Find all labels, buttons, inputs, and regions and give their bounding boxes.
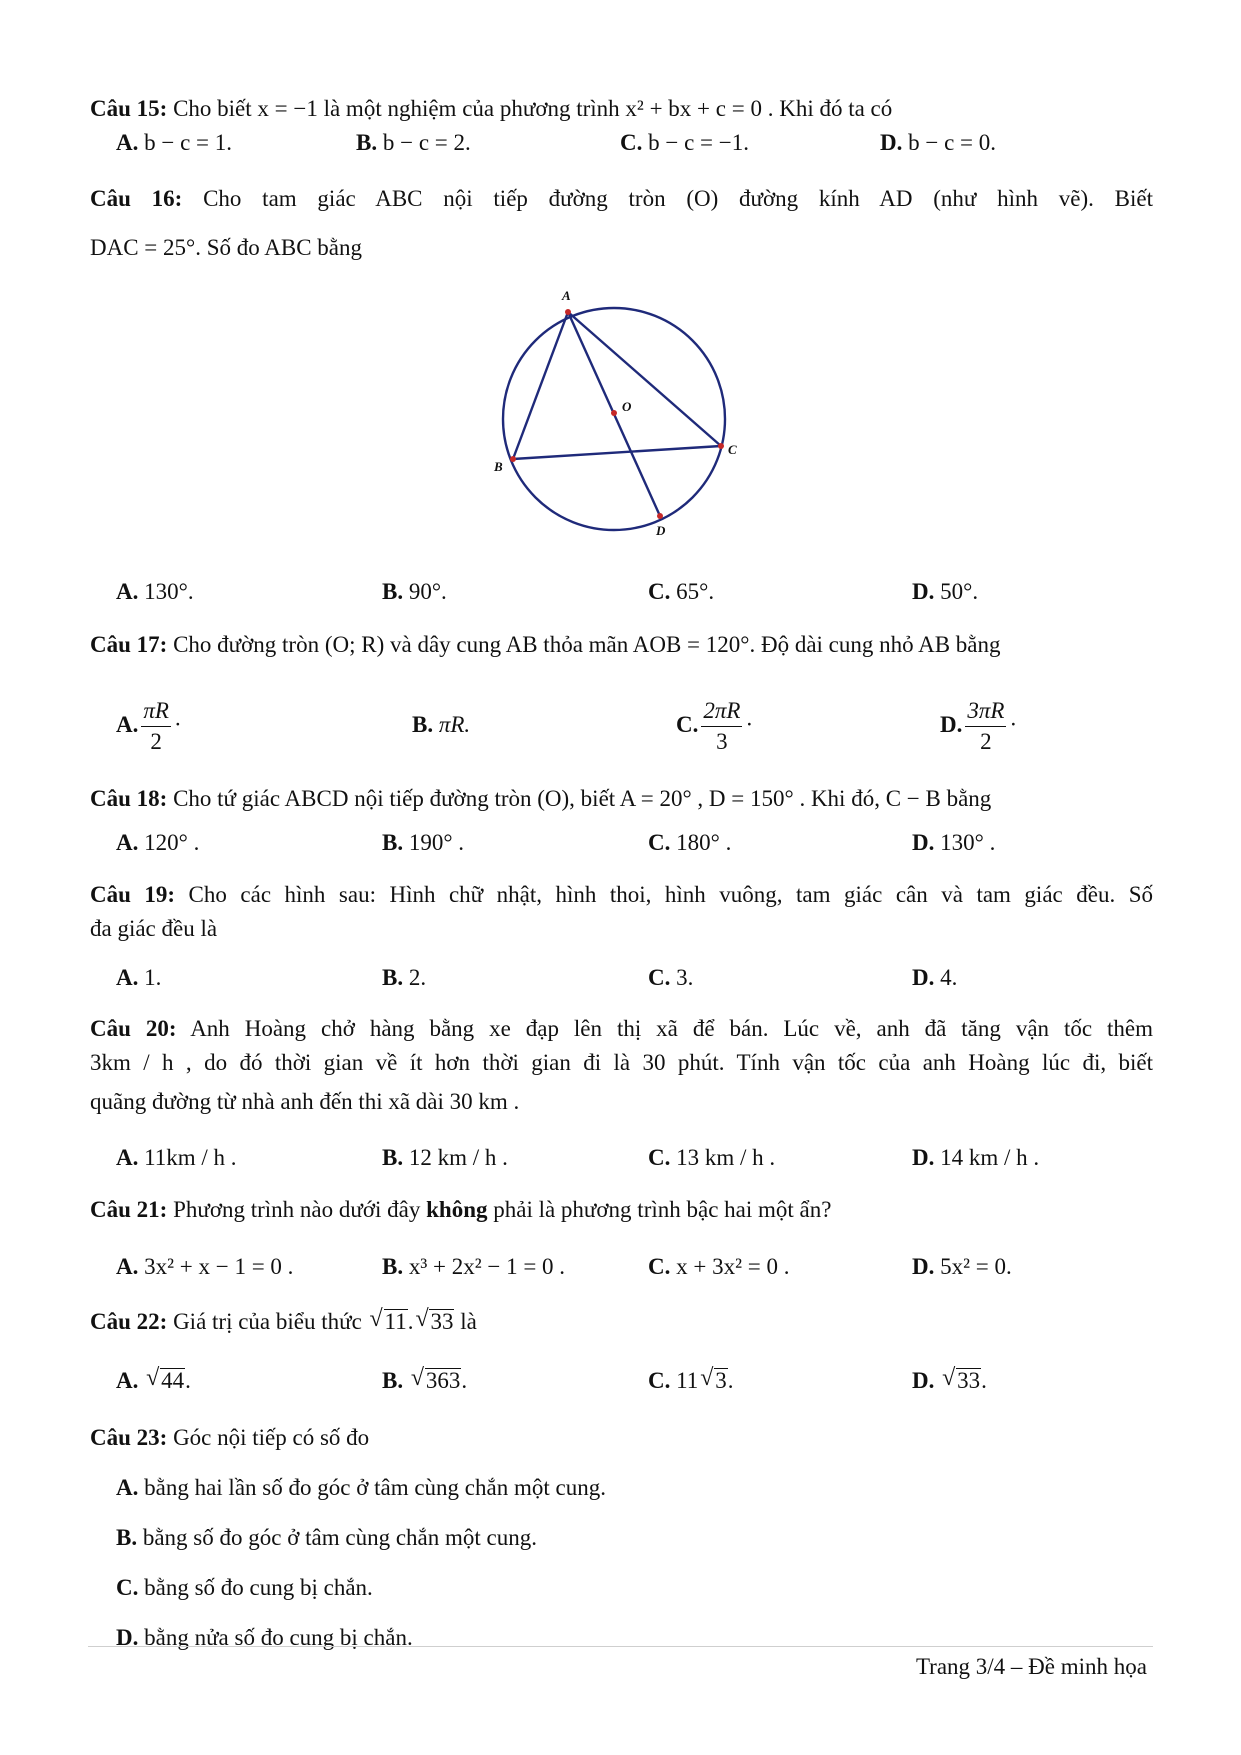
- q18-option-a: A. 120° .: [116, 830, 200, 855]
- label-d: D: [656, 523, 666, 538]
- q17-label: Câu 17:: [90, 632, 168, 657]
- q22-option-d: D. √ 33.: [912, 1364, 987, 1398]
- q16-option-a: A. 130°.: [116, 579, 194, 604]
- q19-text1: Cho các hình sau: Hình chữ nhật, hình thoi, hình vuông, tam giác cân và tam giác đều. Số: [175, 882, 1153, 907]
- q16-stem-line2: [90, 233, 1153, 263]
- segment-bc: [513, 446, 721, 459]
- q23-option-a: A. bằng hai lần số đo góc ở tâm cùng chắn một cung.: [116, 1475, 606, 1500]
- q20-text2: 3km / h , do đó thời gian về ít hơn thời gian đi là 30 phút. Tính vận tốc của anh Hoàng lúc đi, biết: [90, 1050, 1153, 1075]
- q23-stem: Câu 23: Góc nội tiếp có số đo: [90, 1425, 370, 1450]
- q15-option-c: C. b − c = −1.: [620, 130, 749, 155]
- q16-text2: DAC = 25°. Số đo ABC bằng: [90, 235, 363, 260]
- label-c: C: [728, 442, 737, 457]
- q19-options: [0, 961, 1241, 995]
- q21-option-b: B. x³ + 2x² − 1 = 0 .: [382, 1254, 566, 1279]
- q17-text: Cho đường tròn (O; R) và dây cung AB thỏa mãn AOB = 120°. Độ dài cung nhỏ AB bằng: [167, 632, 1001, 657]
- q15-stem: [90, 94, 1153, 124]
- q16-option-d: D. 50°.: [912, 579, 979, 604]
- q15-options: [0, 126, 1241, 160]
- q22-option-a: A. √ 44.: [116, 1364, 191, 1398]
- label-a: A: [562, 288, 571, 303]
- sqrt-symbol: √ 33: [415, 1307, 454, 1337]
- q20-stem-line1: [90, 1014, 1153, 1044]
- q16-options: [0, 575, 1241, 609]
- q22-stem: Câu 22: Giá trị của biểu thức √ 11.√ 33 là: [90, 1307, 1153, 1337]
- q20-option-d: D. 14 km / h .: [912, 1145, 1040, 1170]
- q21-options: [0, 1250, 1241, 1284]
- q19-stem-line1: [90, 880, 1153, 910]
- q19-label: Câu 19:: [90, 882, 176, 907]
- sqrt-symbol: √ 44: [146, 1364, 185, 1398]
- point-a: [565, 309, 571, 315]
- q22-option-c: C. 11√ 3.: [648, 1364, 734, 1398]
- q22-options: [0, 1364, 1241, 1398]
- segment-ab: [513, 312, 568, 459]
- q21-option-d: D. 5x² = 0.: [912, 1254, 1012, 1279]
- q17-options: [0, 690, 1241, 760]
- q20-options: [0, 1141, 1241, 1175]
- q21-option-a: A. 3x² + x − 1 = 0 .: [116, 1254, 294, 1279]
- q20-stem-line3: [90, 1087, 1153, 1117]
- q15-text: Cho biết x = −1 là một nghiệm của phương trình x² + bx + c = 0 . Khi đó ta có: [167, 96, 893, 121]
- point-b: [510, 456, 516, 462]
- q17-stem: [90, 630, 1153, 660]
- q20-stem-line2: [90, 1048, 1153, 1078]
- sqrt-symbol: √ 11: [370, 1307, 408, 1337]
- point-d: [657, 513, 663, 519]
- q19-option-d: D. 4.: [912, 965, 958, 990]
- point-c: [718, 443, 724, 449]
- q17-option-c: C. $\frac{2\pi R}{3}$ ·: [676, 697, 754, 755]
- q23-label: Câu 23:: [90, 1425, 168, 1450]
- q19-stem-line2: [90, 914, 1153, 944]
- q20-text3: quãng đường từ nhà anh đến thi xã dài 30 km .: [90, 1089, 520, 1114]
- q22-label: Câu 22:: [90, 1309, 168, 1334]
- q19-option-c: C. 3.: [648, 965, 694, 990]
- q15-label: Câu 15:: [90, 96, 168, 121]
- q21-emphasis: không: [426, 1197, 488, 1222]
- q20-option-c: C. 13 km / h .: [648, 1145, 776, 1170]
- fraction: $\frac{3\pi R}{2}$: [967, 697, 1005, 755]
- q20-text1: Anh Hoàng chở hàng bằng xe đạp lên thị xã để bán. Lúc về, anh đã tăng vận tốc thêm: [176, 1016, 1154, 1041]
- q20-label: Câu 20:: [90, 1016, 177, 1041]
- q17-option-d: D. $\frac{3\pi R}{2}$ ·: [940, 697, 1018, 755]
- q21-label: Câu 21:: [90, 1197, 168, 1222]
- segment-ac: [568, 312, 721, 446]
- q21-option-c: C. x + 3x² = 0 .: [648, 1254, 790, 1279]
- q16-option-c: C. 65°.: [648, 579, 715, 604]
- q18-options: [0, 826, 1241, 860]
- q18-option-d: D. 130° .: [912, 830, 996, 855]
- footer-divider: [88, 1646, 1153, 1647]
- q20-option-a: A. 11km / h .: [116, 1145, 237, 1170]
- q16-option-b: B. 90°.: [382, 579, 447, 604]
- q17-option-a: A. $\frac{\pi R}{2}$ ·: [116, 697, 182, 755]
- label-o: O: [622, 399, 632, 414]
- q15-option-b: B. b − c = 2.: [356, 130, 471, 155]
- page-footer: Trang 3/4 – Đề minh họa: [915, 1654, 1147, 1679]
- sqrt-symbol: √ 33: [942, 1364, 981, 1398]
- sqrt-symbol: √ 363: [411, 1364, 462, 1398]
- q16-label: Câu 16:: [90, 186, 183, 211]
- q19-text2: đa giác đều là: [90, 916, 218, 941]
- fraction: $\frac{\pi R}{2}$: [143, 697, 169, 755]
- q22-option-b: B. √ 363.: [382, 1364, 467, 1398]
- q20-option-b: B. 12 km / h .: [382, 1145, 508, 1170]
- q17-option-b: B. πR.: [412, 712, 471, 737]
- q18-text: Cho tứ giác ABCD nội tiếp đường tròn (O), biết A = 20° , D = 150° . Khi đó, C − B bằng: [167, 786, 992, 811]
- q19-option-b: B. 2.: [382, 965, 427, 990]
- circle-figure: [480, 278, 760, 548]
- q18-option-b: B. 190° .: [382, 830, 465, 855]
- q19-option-a: A. 1.: [116, 965, 162, 990]
- q21-stem: Câu 21: Phương trình nào dưới đây không phải là phương trình bậc hai một ẩn?: [90, 1197, 832, 1222]
- q16-text1: Cho tam giác ABC nội tiếp đường tròn (O) đường kính AD (như hình vẽ). Biết: [182, 186, 1154, 211]
- q15-option-a: A. b − c = 1.: [116, 130, 233, 155]
- q23-option-d: D. bằng nửa số đo cung bị chắn.: [116, 1625, 413, 1650]
- q23-option-c: C. bằng số đo cung bị chắn.: [116, 1575, 373, 1600]
- label-b: B: [494, 459, 503, 474]
- q18-label: Câu 18:: [90, 786, 168, 811]
- q15-option-d: D. b − c = 0.: [880, 130, 997, 155]
- fraction: $\frac{2\pi R}{3}$: [703, 697, 741, 755]
- q23-option-b: B. bằng số đo góc ở tâm cùng chắn một cung.: [116, 1525, 537, 1550]
- q16-stem-line1: [90, 184, 1153, 214]
- q18-option-c: C. 180° .: [648, 830, 732, 855]
- q18-stem: [90, 784, 1153, 814]
- sqrt-symbol: √ 3: [700, 1364, 728, 1398]
- point-o: [611, 410, 617, 416]
